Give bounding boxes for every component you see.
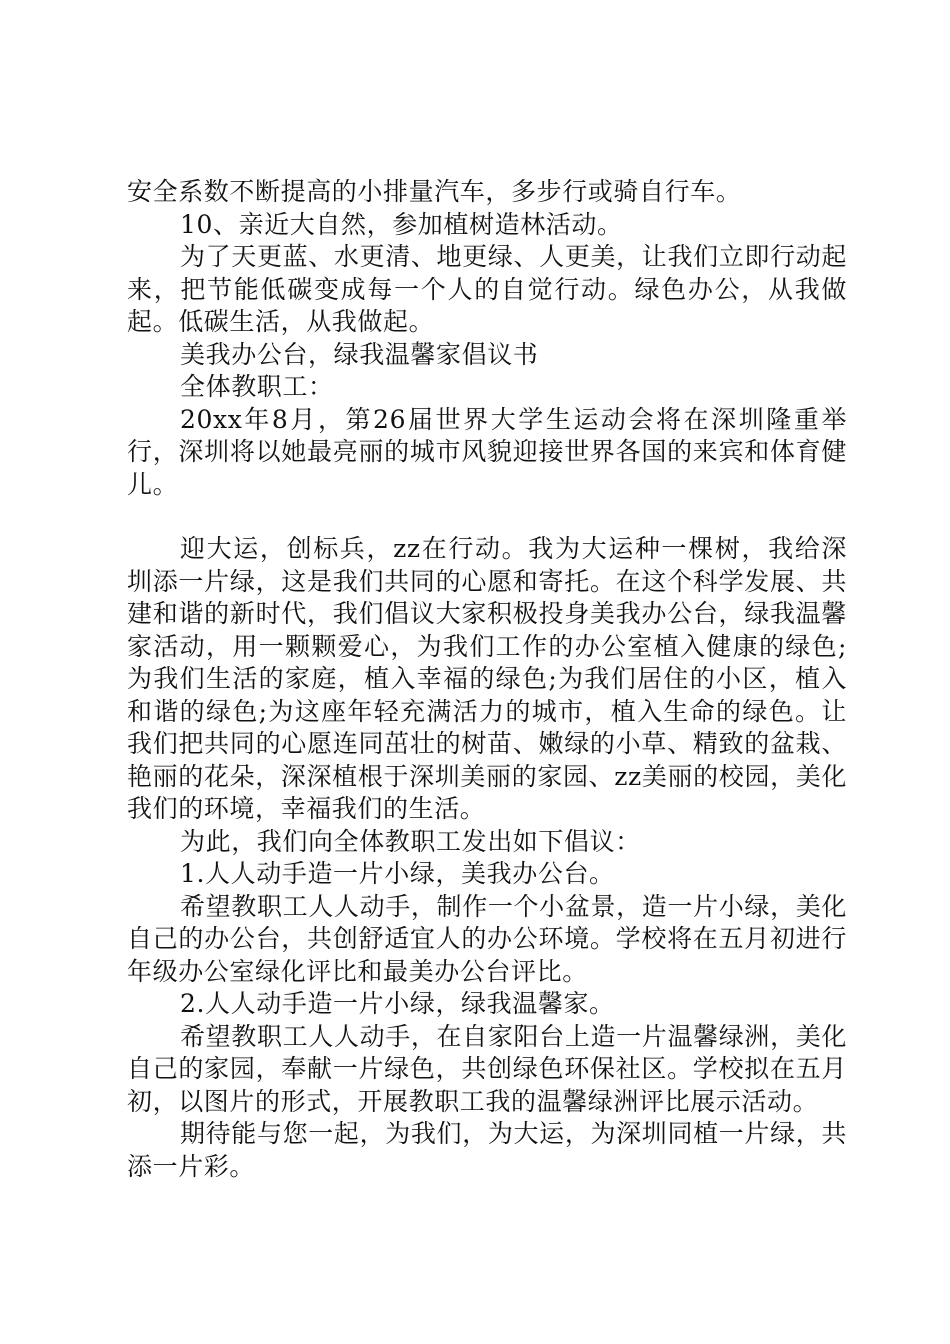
paragraph-8: 为此，我们向全体教职工发出如下倡议：: [180, 826, 641, 856]
paragraph-10: 希望教职工人人动手，制作一个小盆景，造一片小绿，美化自己的办公台，共创舒适宜人的办公环境。学校将在五月初进行年级办公室绿化评比和最美办公台评比。: [127, 891, 847, 986]
paragraph-1: 安全系数不断提高的小排量汽车，多步行或骑自行车。: [127, 177, 742, 206]
paragraph-7: 迎大运，创标兵，zz在行动。我为大运种一棵树，我给深圳添一片绿，这是我们共同的心愿和寄托。在这个科学发展、共建和谐的新时代，我们倡议大家积极投身美我办公台，绿我温馨家活动，用一颗颗爱心，为我们工作的办公室植入健康的绿色;为我们生活的家庭，植入幸福的绿色;为我们居住的小区，植入和谐的绿色;为这座年轻充满活力的城市，植入生命的绿色。让我们把共同的心愿连同茁壮的树苗、嫩绿的小草、精致的盆栽、艳丽的花朵，深深植根于深圳美丽的家园、zz美丽的校园，美化我们的环境，幸福我们的生活。: [127, 534, 847, 823]
paragraph-2: 10、亲近大自然，参加植树造林活动。: [180, 209, 623, 239]
paragraph-3: 为了天更蓝、水更清、地更绿、人更美，让我们立即行动起来，把节能低碳变成每一个人的自觉行动。绿色办公，从我做起。低碳生活，从我做起。: [127, 242, 847, 336]
paragraph-13: 期待能与您一起，为我们，为大运，为深圳同植一片绿，共添一片彩。: [127, 1119, 847, 1181]
paragraph-gap: [127, 501, 847, 533]
paragraph-4-heading: 美我办公台，绿我温馨家倡议书: [180, 339, 539, 369]
paragraph-6: 20xx年8月，第26届世界大学生运动会将在深圳隆重举行，深圳将以她最亮丽的城市风貌迎接世界各国的来宾和体育健儿。: [127, 404, 847, 499]
paragraph-5-salutation: 全体教职工：: [180, 372, 334, 401]
paragraph-11: 2.人人动手造一片小绿，绿我温馨家。: [180, 989, 615, 1018]
paragraph-9: 1.人人动手造一片小绿，美我办公台。: [180, 859, 615, 888]
paragraph-12: 希望教职工人人动手，在自家阳台上造一片温馨绿洲，美化自己的家园，奉献一片绿色，共创绿色环保社区。学校拟在五月初，以图片的形式，开展教职工我的温馨绿洲评比展示活动。: [127, 1021, 847, 1116]
document-body: [127, 176, 847, 1183]
